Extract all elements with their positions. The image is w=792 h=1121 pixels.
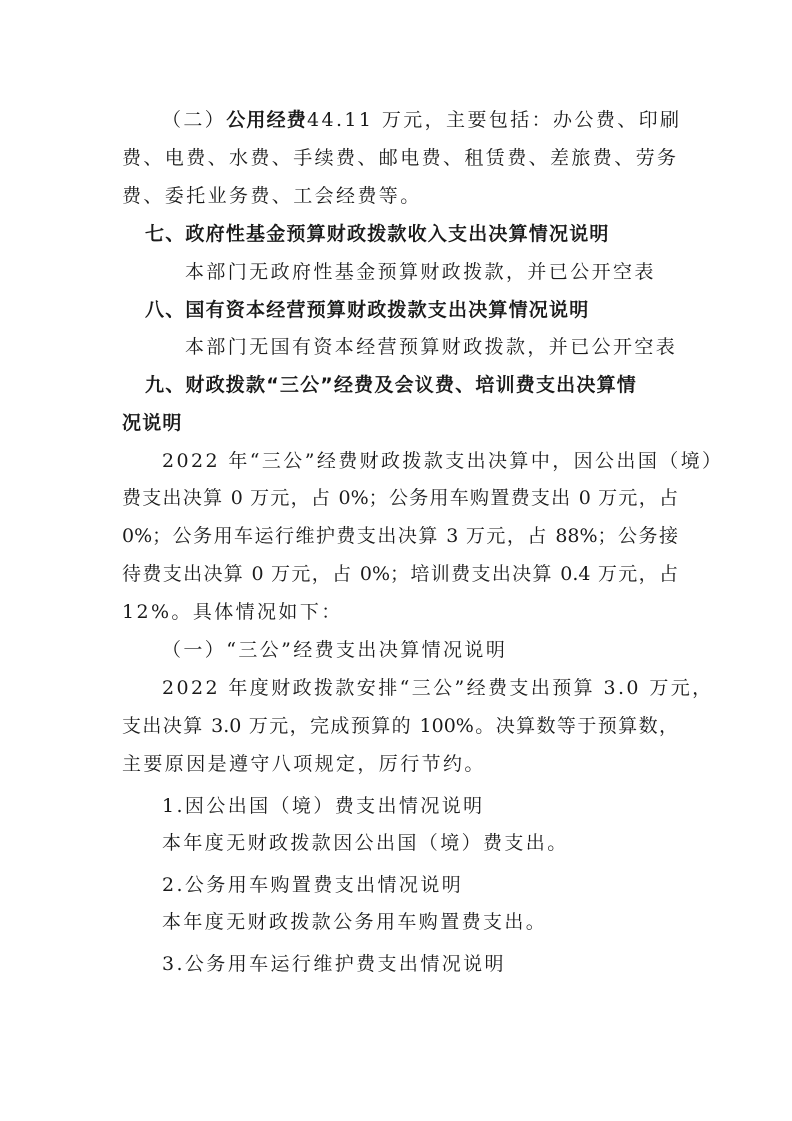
item-2-body: 本年度无财政拨款公务用车购置费支出。: [162, 911, 548, 933]
heading-9-line-2: 况说明: [122, 412, 183, 434]
section-2-prefix: （二）: [162, 109, 227, 131]
item-1-body: 本年度无财政拨款因公出国（境）费支出。: [162, 832, 569, 854]
paragraph-9-line-4: 待费支出决算 0 万元，占 0%；培训费支出决算 0.4 万元，占: [122, 563, 678, 585]
section-2-line-1-rest: 44.11 万元，主要包括：办公费、印刷: [307, 109, 682, 131]
paragraph-7: 本部门无政府性基金预算财政拨款，并已公开空表: [185, 261, 656, 283]
item-1-title: 1.因公出国（境）费支出情况说明: [162, 795, 485, 817]
item-2-title: 2.公务用车购置费支出情况说明: [162, 874, 464, 896]
item-3-title: 3.公务用车运行维护费支出情况说明: [162, 953, 506, 975]
paragraph-9-line-1: 2022 年“三公”经费财政拨款支出决算中，因公出国（境）: [162, 450, 724, 472]
paragraph-10-line-2: 支出决算 3.0 万元，完成预算的 100%。决算数等于预算数，: [122, 715, 678, 737]
paragraph-10-line-1: 2022 年度财政拨款安排“三公”经费支出预算 3.0 万元，: [162, 677, 714, 699]
section-2-bold-term: 公用经费: [226, 109, 308, 131]
subheading-1: （一）“三公”经费支出决算情况说明: [162, 639, 508, 661]
section-2-line-1: [162, 107, 681, 133]
paragraph-8: 本部门无国有资本经营预算财政拨款，并已公开空表: [185, 336, 678, 358]
heading-7: 七、政府性基金预算财政拨款收入支出决算情况说明: [145, 223, 610, 245]
paragraph-9-line-5: 12%。具体情况如下：: [122, 601, 343, 623]
paragraph-9-line-2: 费支出决算 0 万元，占 0%；公务用车购置费支出 0 万元，占: [122, 487, 678, 509]
paragraph-9-line-3: 0%；公务用车运行维护费支出决算 3 万元，占 88%；公务接: [122, 525, 678, 547]
paragraph-10-line-3: 主要原因是遵守八项规定，厉行节约。: [122, 753, 486, 775]
heading-8: 八、国有资本经营预算财政拨款支出决算情况说明: [145, 299, 590, 321]
heading-9-line-1: 九、财政拨款“三公”经费及会议费、培训费支出决算情: [145, 374, 637, 396]
section-2-line-3: 费、委托业务费、工会经费等。: [122, 185, 422, 207]
section-2-line-2: 费、电费、水费、手续费、邮电费、租赁费、差旅费、劳务: [122, 147, 679, 169]
